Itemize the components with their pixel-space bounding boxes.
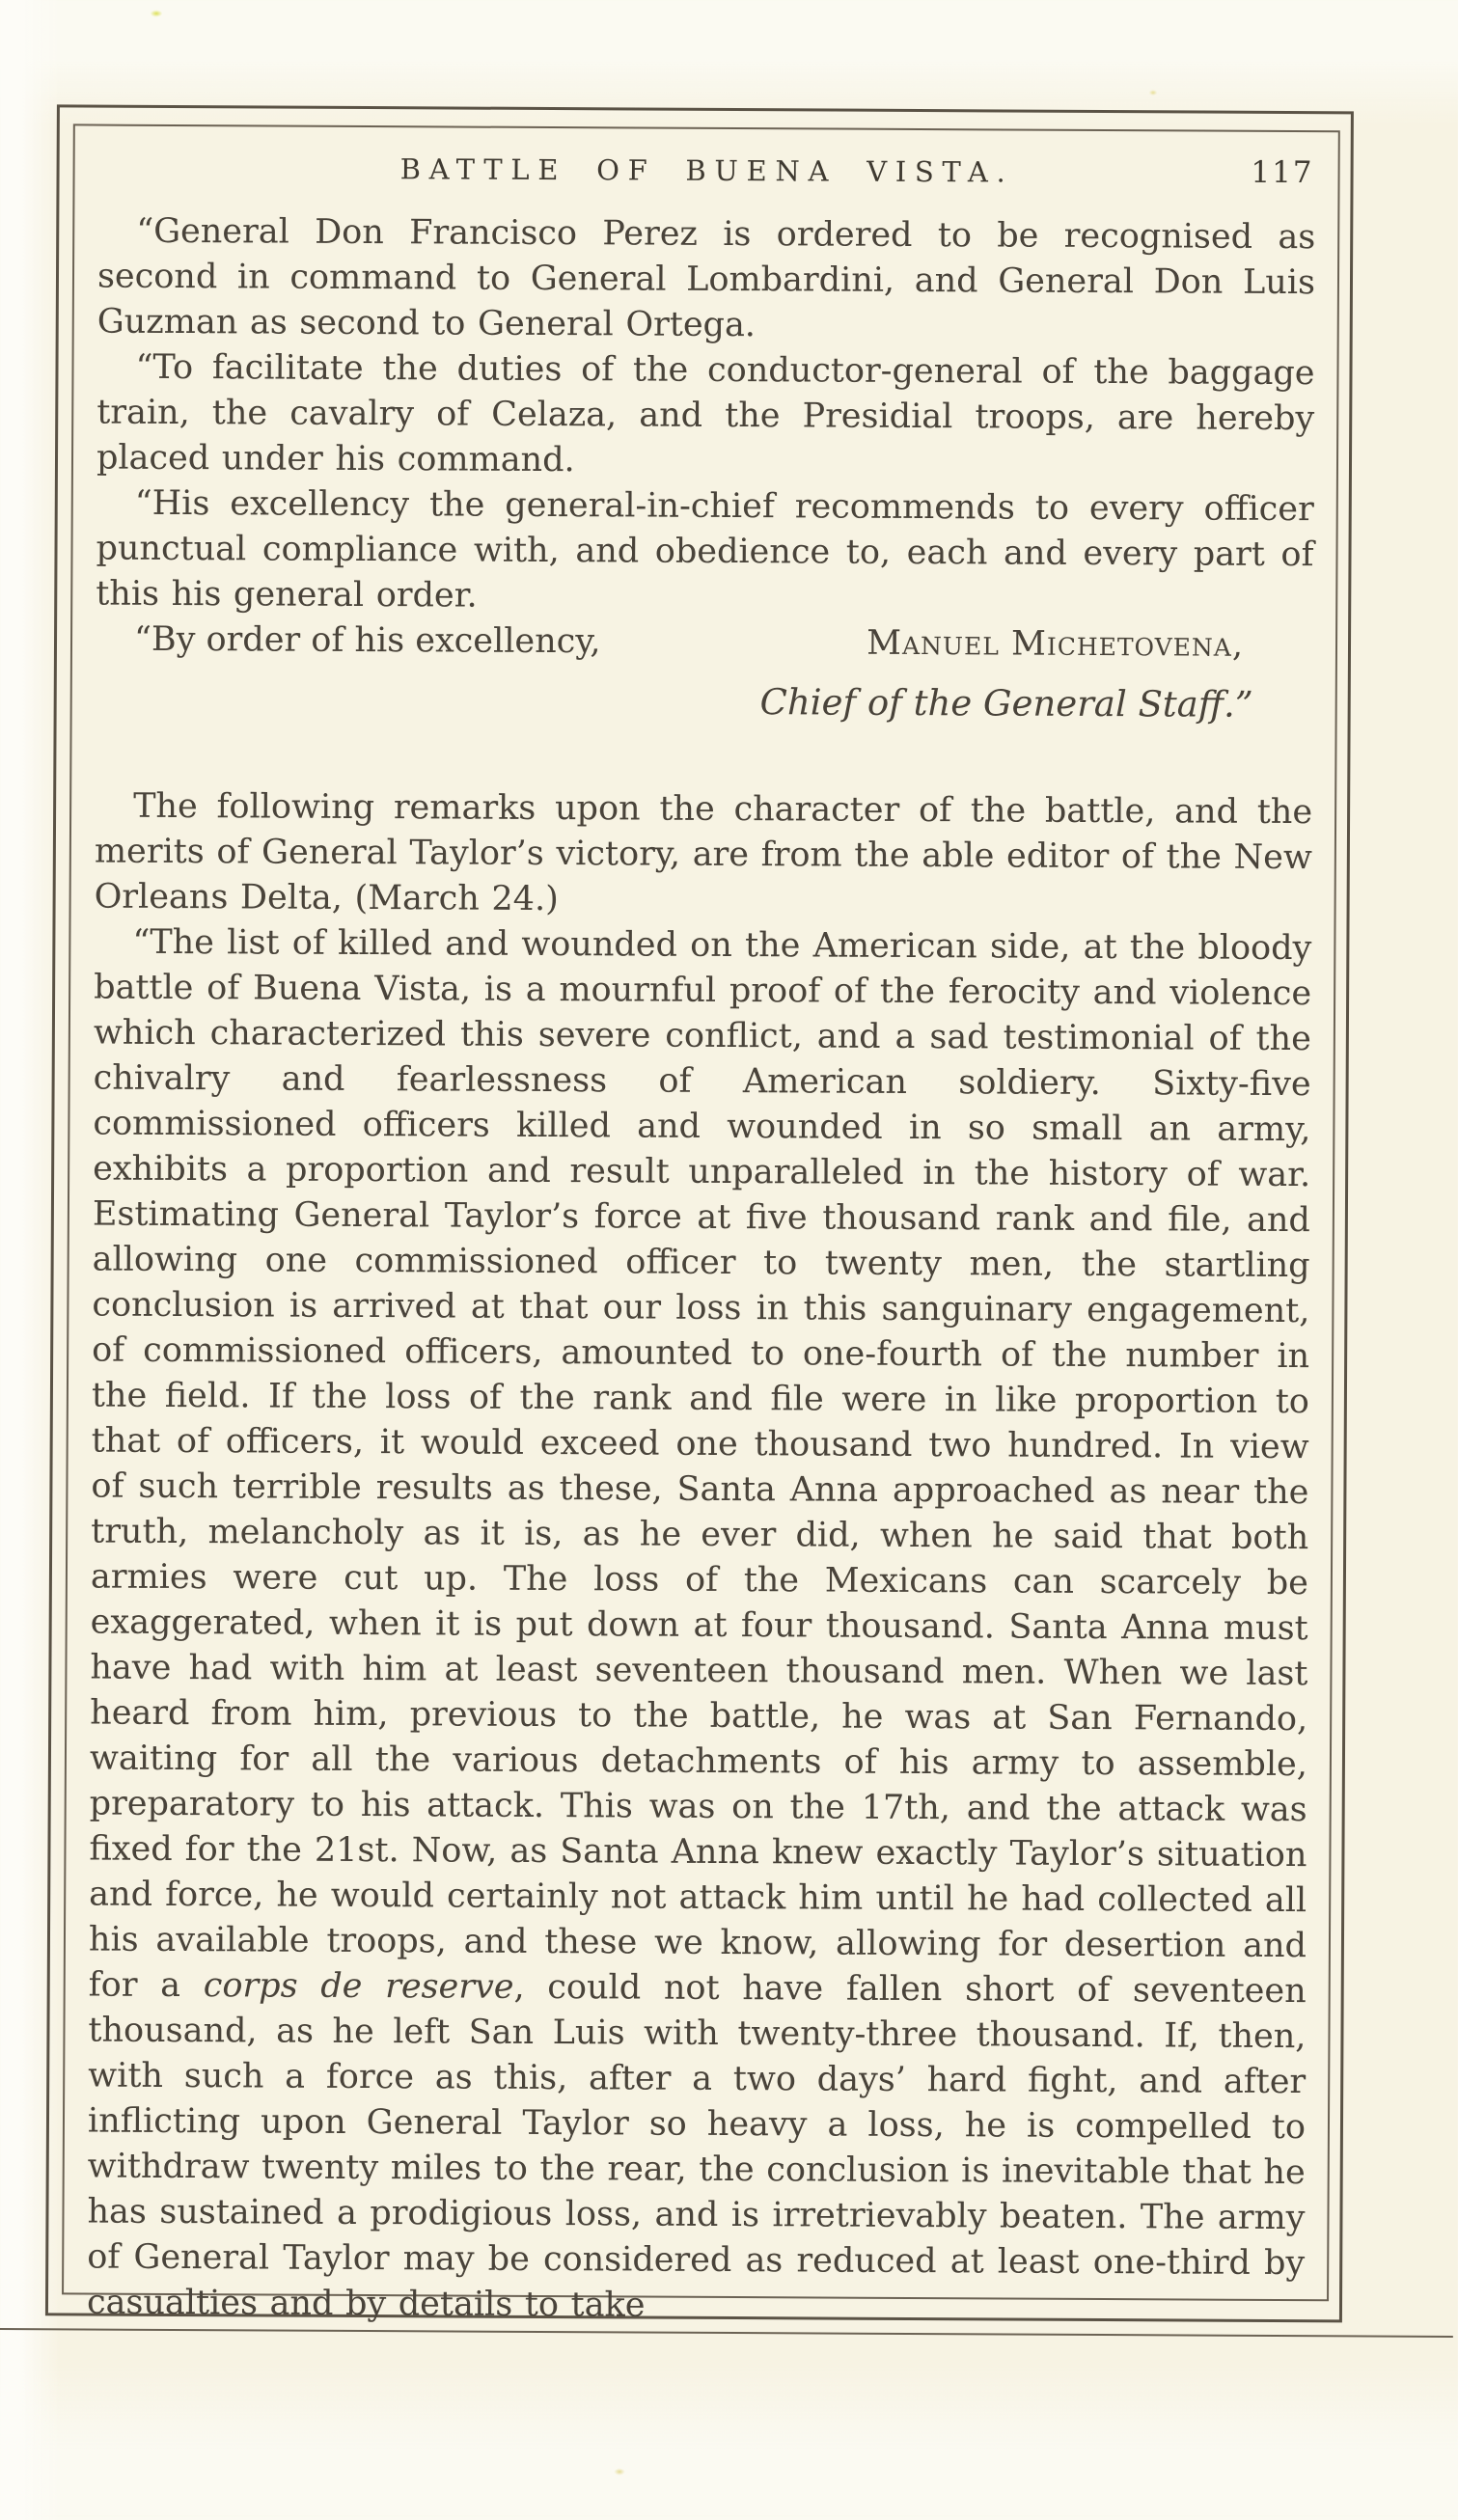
signature-name: Manuel Michetovena, [867,623,1245,665]
editorial-body [87,920,1312,2333]
signature-title: Chief of the General Staff.” [759,681,1253,726]
page-number: 117 [1251,154,1314,191]
editorial-intro: The following remarks upon the character of the battle, and the merits of General Taylor’s victory, are from the able editor of the New Orleans Delta, (March 24.) [94,786,1313,919]
signature-lead-in: “By order of his excellency, [133,619,601,662]
running-header [97,151,1315,199]
page-content [87,151,1316,2333]
editorial-body-text-2: , could not have fallen short of seventeen thousand, as he left San Luis with twenty-three thousand. If, then, with such a force as this, after a two days’ hard fight, and after inflicting upon General Taylor so heavy a loss, he is compelled to withdraw twenty miles to the rear, the conclusion is inevitable that he has sustained a prodigious loss, and is irretrievably beaten. The army of General Taylor may be considered as reduced at least one-third by casualties and by details to take [86,1967,1307,2325]
editorial-body-text-1: “The list of killed and wounded on the American side, at the bloody battle of Buena Vista, is a mournful proof of the ferocity and violence which characterized this severe conflict, and a sad testimonial of the chivalry and fearlessness of American soldiery. Sixty-five commissioned officers killed and wounded in so small an army, exhibits a proportion and result unparalleled in the history of war. Estimating General Taylor’s force at five thousand rank and file, and allowing one commissioned officer to twenty men, the startling conclusion is arrived at that our loss in this sanguinary engagement, of commissioned officers, amounted to one-fourth of the number in the field. If the loss of the rank and file were in like proportion to that of officers, it would exceed one thousand two hundred. In view of such terrible results as these, Santa Anna approached as near the truth, melancholy as it is, as he ever did, when he said that both armies were cut up. The loss of the Mexicans can scarcely be exaggerated, when it is put down at four thousand. Santa Anna must have had with him at least seventeen thousand men. When we last heard from him, previous to the battle, he was at San Fernando, waiting for all the various detachments of his army to assemble, preparatory to his attack. This was on the 17th, and the attack was fixed for the 21st. Now, as Santa Anna knew exactly Taylor’s situation and force, he would certainly not attack him until he had collected all his available troops, and these we know, allowing for desertion and for a [88,922,1312,2006]
page-title: BATTLE OF BUENA VISTA. [399,152,1014,189]
order-paragraph-2: “To facilitate the duties of the conductor-general of the baggage train, the cavalry of Celaza, and the Presidial troops, are hereby placed under his command. [96,347,1315,480]
signature-row [96,617,1313,670]
order-paragraph-1: “General Don Francisco Perez is ordered to be recognised as second in command to General Lombardini, and General Don Luis Guzman as second to General Ortega. [96,211,1316,345]
order-paragraph-3: “His excellency the general-in-chief recommends to every officer punctual compliance with, and obedience to, each and every part of this his general order. [96,483,1314,616]
editorial-body-italic: corps de reserve [203,1966,514,2007]
